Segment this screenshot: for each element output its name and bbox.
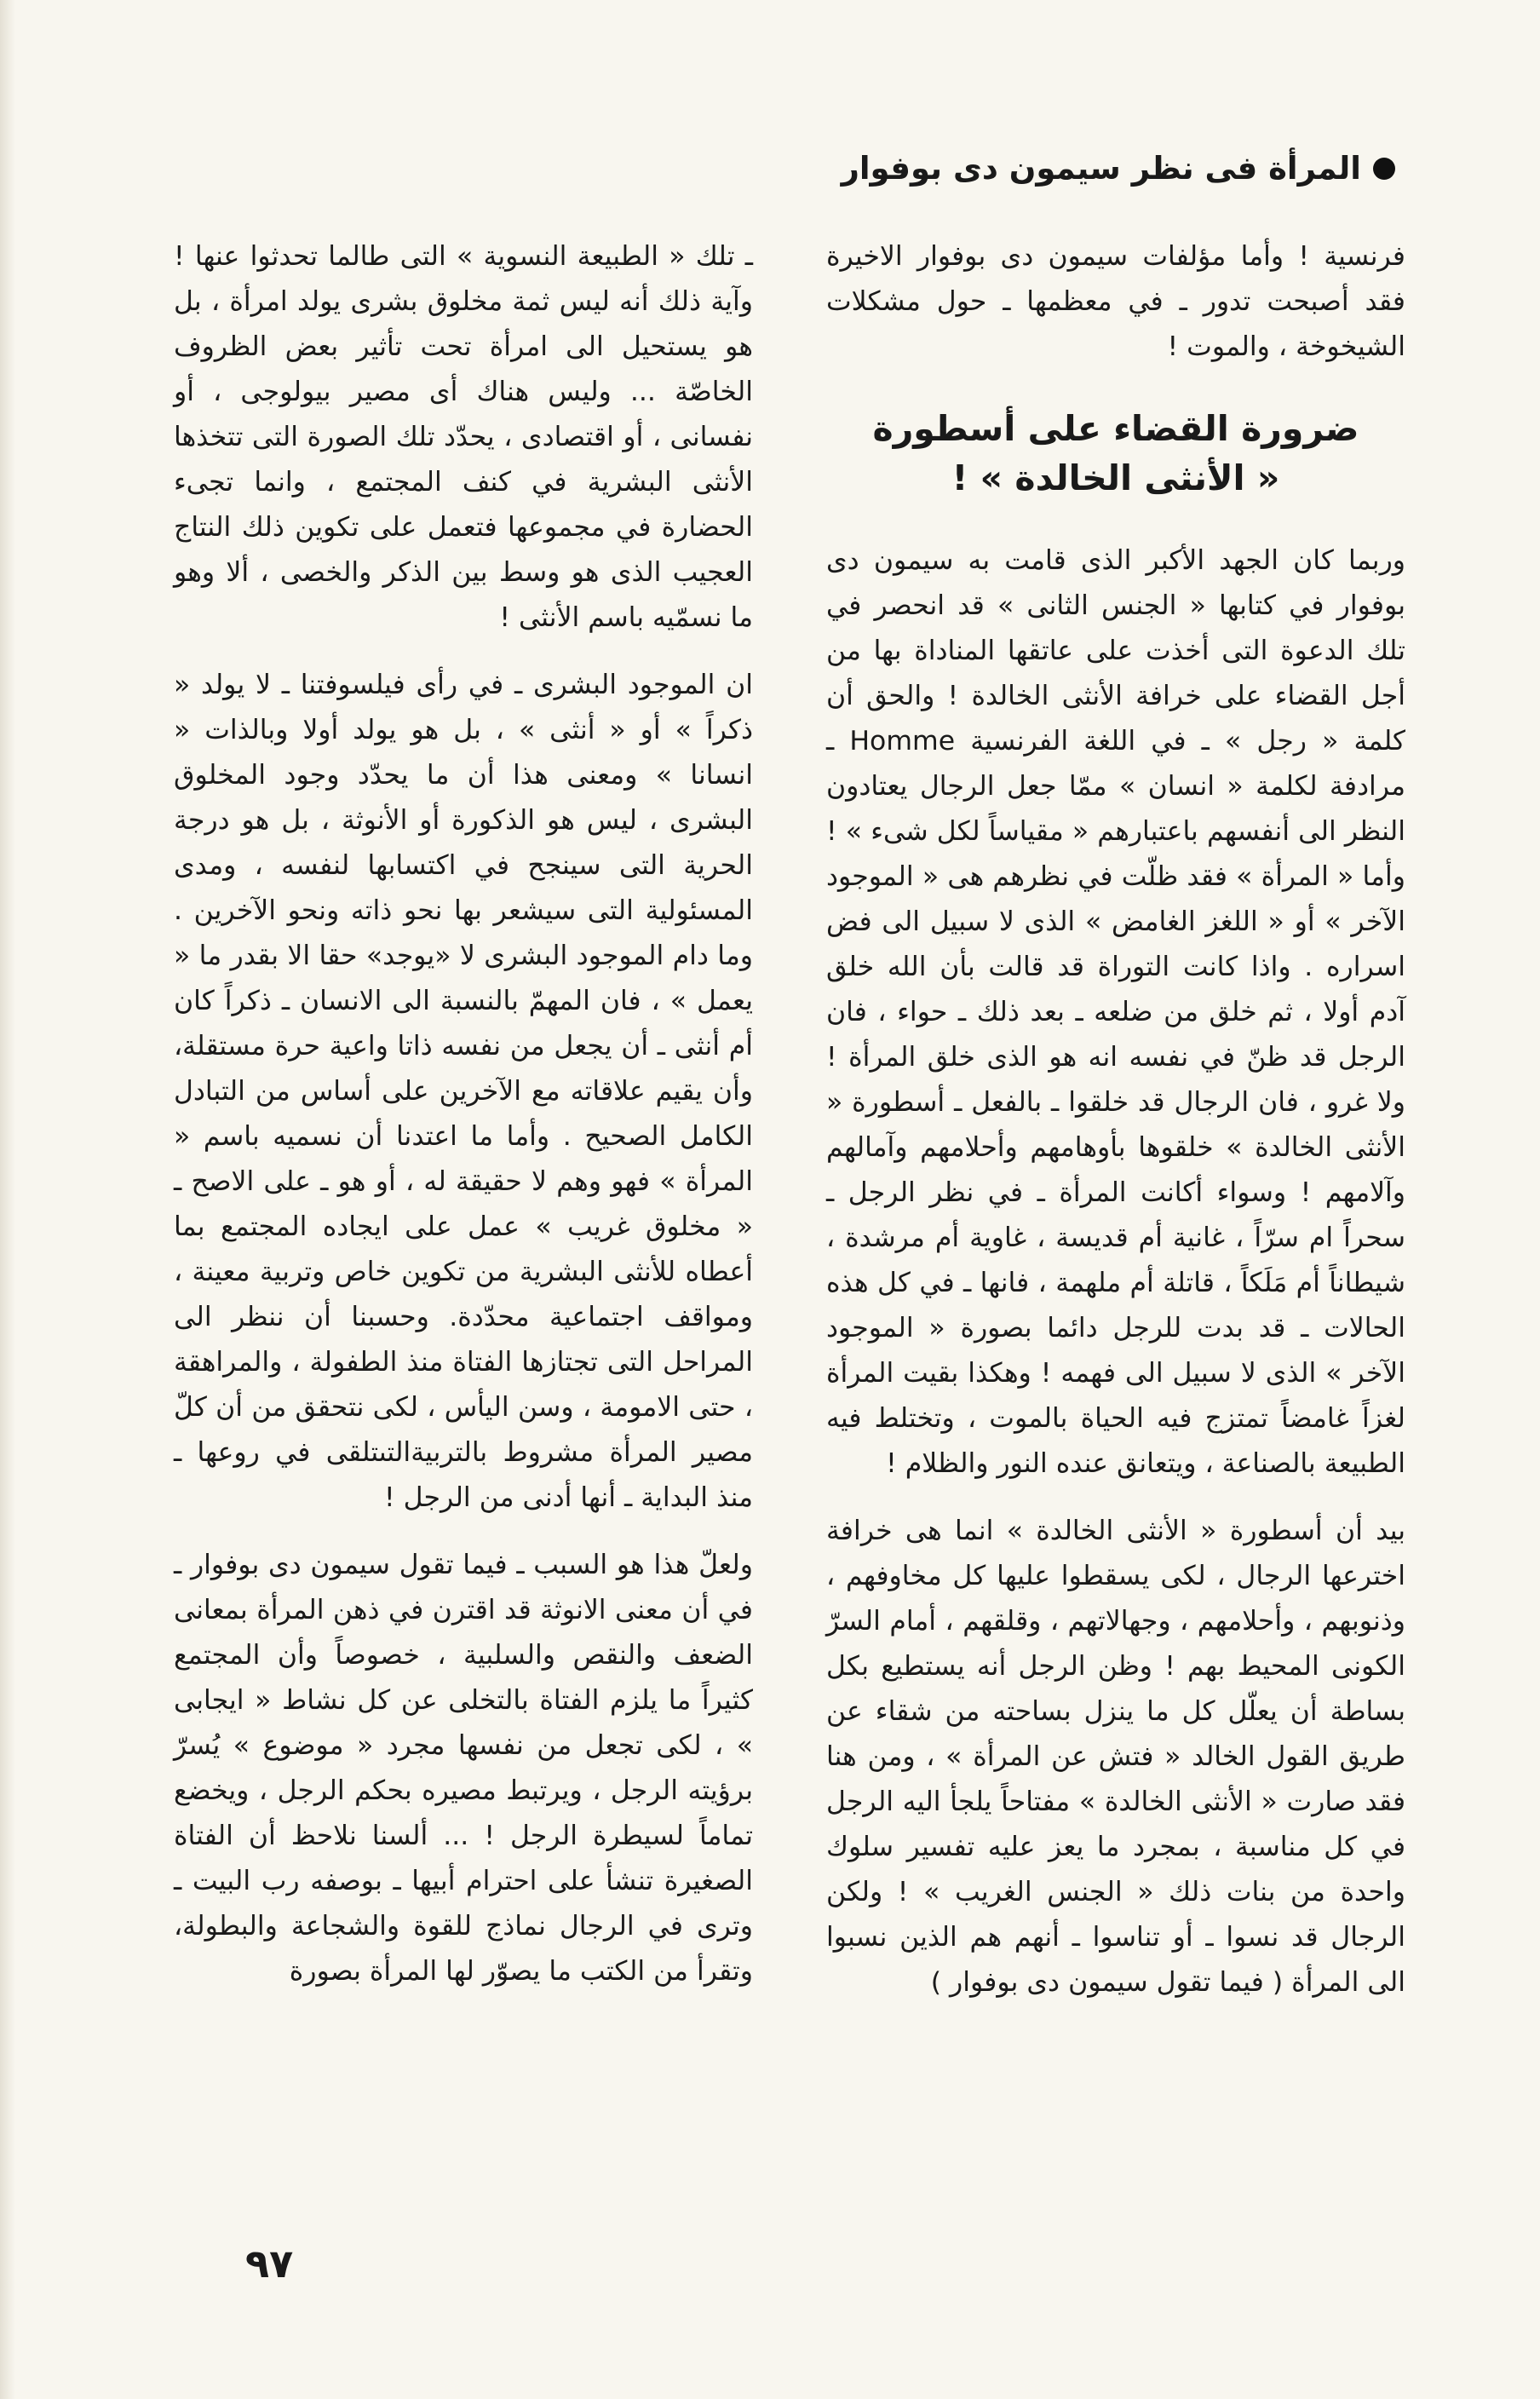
page-number: ٩٧ xyxy=(245,2241,294,2287)
intro-paragraph: فرنسية ! وأما مؤلفات سيمون دى بوفوار الاخيرة فقد أصبحت تدور ـ في معظمها ـ حول مشكلات الشيخوخة ، والموت ! xyxy=(826,241,1405,362)
body-paragraph: وربما كان الجهد الأكبر الذى قامت به سيمون دى بوفوار في كتابها « الجنس الثانى » قد انحصر في تلك الدعوة التى أخذت على عاتقها المناداة بها من أجل القضاء على خرافة الأنثى الخالدة ! والحق أن كلمة « رجل » ـ في اللغة الفرنسية Homme ـ مرادفة لكلمة « انسان » ممّا جعل الرجال يعتادون النظر الى أنفسهم باعتبارهم « مقياساً لكل شىء » ! وأما « المرأة » فقد ظلّت في نظرهم هى « الموجود الآخر » أو « اللغز الغامض » الذى لا سبيل الى فض اسراره . واذا كانت التوراة قد قالت بأن الله خلق آدم أولا ، ثم خلق من ضلعه ـ بعد ذلك ـ حواء ، فان الرجل قد ظنّ في نفسه انه هو الذى خلق المرأة ! ولا غرو ، فان الرجال قد خلقوا ـ بالفعل ـ أسطورة « الأنثى الخالدة » خلقوها بأوهامهم وأحلامهم وآمالهم وآلامهم ! وسواء أكانت المرأة ـ في نظر الرجل ـ سحراً ام سرّاً ، غانية أم قديسة ، غاوية أم مرشدة ، شيطاناً أم مَلَكاً ، قاتلة أم ملهمة ، فانها ـ في كل هذه الحالات ـ قد بدت للرجل دائما بصورة « الموجود الآخر » الذى لا سبيل الى فهمه ! وهكذا بقيت المرأة لغزاً غامضاً تمتزج فيه الحياة بالموت ، وتختلط فيه الطبيعة بالصناعة ، ويتعانق عنده النور والظلام ! xyxy=(826,545,1405,1479)
running-header-text: المرأة فى نظر سيمون دى بوفوار xyxy=(841,150,1361,187)
left-column xyxy=(174,234,753,2016)
section-heading-line2: « الأنثى الخالدة » ! xyxy=(951,457,1280,498)
bullet-icon xyxy=(1373,158,1395,180)
body-paragraph: بيد أن أسطورة « الأنثى الخالدة » انما هى خرافة اخترعها الرجال ، لكى يسقطوا عليها كل مخاوفهم ، وذنوبهم ، وأحلامهم ، وجهالاتهم ، وقلقهم ، أمام السرّ الكونى المحيط بهم ! وظن الرجل أنه يستطيع بكل بساطة أن يعلّل كل ما ينزل بساحته من شقاء عن طريق القول الخالد « فتش عن المرأة » ، ومن هنا فقد صارت « الأنثى الخالدة » مفتاحاً يلجأ اليه الرجل في كل مناسبة ، بمجرد ما يعز عليه تفسير سلوك واحدة من بنات ذلك « الجنس الغريب » ! ولكن الرجال قد نسوا ـ أو تناسوا ـ أنهم هم الذين نسبوا الى المرأة ( فيما تقول سيمون دى بوفوار ) xyxy=(826,1516,1405,1998)
body-paragraph: ولعلّ هذا هو السبب ـ فيما تقول سيمون دى بوفوار ـ في أن معنى الانوثة قد اقترن في ذهن المرأة بمعانى الضعف والنقص والسلبية ، خصوصاً وأن المجتمع كثيراً ما يلزم الفتاة بالتخلى عن كل نشاط « ايجابى » ، لكى تجعل من نفسها مجرد « موضوع » يُسرّ برؤيته الرجل ، ويرتبط مصيره بحكم الرجل ، ويخضع تماماً لسيطرة الرجل ! ... ألسنا نلاحظ أن الفتاة الصغيرة تنشأ على احترام أبيها ـ بوصفه رب البيت ـ وترى في الرجال نماذج للقوة والشجاعة والبطولة، وتقرأ من الكتب ما يصوّر لها المرأة بصورة xyxy=(174,1550,753,1987)
section-heading xyxy=(826,404,1405,503)
body-paragraph: ـ تلك « الطبيعة النسوية » التى طالما تحدثوا عنها ! وآية ذلك أنه ليس ثمة مخلوق بشرى يولد امرأة ، بل هو يستحيل الى امرأة تحت تأثير بعض الظروف الخاصّة ... وليس هناك أى مصير بيولوجى ، أو نفسانى ، أو اقتصادى ، يحدّد تلك الصورة التى تتخذها الأنثى البشرية في كنف المجتمع ، وانما تجىء الحضارة في مجموعها فتعمل على تكوين ذلك النتاج العجيب الذى هو وسط بين الذكر والخصى ، ألا وهو ما نسمّيه باسم الأنثى ! xyxy=(174,241,753,633)
body-paragraph: ان الموجود البشرى ـ في رأى فيلسوفتنا ـ لا يولد « ذكراً » أو « أنثى » ، بل هو يولد أولا وبالذات « انسانا » ومعنى هذا أن ما يحدّد وجود المخلوق البشرى ، ليس هو الذكورة أو الأنوثة ، بل هو درجة الحرية التى سينجح في اكتسابها لنفسه ، ومدى المسئولية التى سيشعر بها نحو ذاته ونحو الآخرين . وما دام الموجود البشرى لا «يوجد» حقا الا بقدر ما « يعمل » ، فان المهمّ بالنسبة الى الانسان ـ ذكراً كان أم أنثى ـ أن يجعل من نفسه ذاتا واعية حرة مستقلة، وأن يقيم علاقاته مع الآخرين على أساس من التبادل الكامل الصحيح . وأما ما اعتدنا أن نسميه باسم « المرأة » فهو وهم لا حقيقة له ، أو هو ـ على الاصح ـ « مخلوق غريب » عمل على ايجاده المجتمع بما أعطاه للأنثى البشرية من تكوين خاص وتربية معينة ، ومواقف اجتماعية محدّدة. وحسبنا أن ننظر الى المراحل التى تجتازها الفتاة منذ الطفولة ، والمراهقة ، حتى الامومة ، وسن اليأس ، لكى نتحقق من أن كلّ مصير المرأة مشروط بالتربيةالتىتلقى في روعها ـ منذ البداية ـ أنها أدنى من الرجل ! xyxy=(174,670,753,1513)
running-header xyxy=(842,150,1395,187)
right-column xyxy=(826,234,1405,2028)
section-heading-line1: ضرورة القضاء على أسطورة xyxy=(872,408,1359,449)
